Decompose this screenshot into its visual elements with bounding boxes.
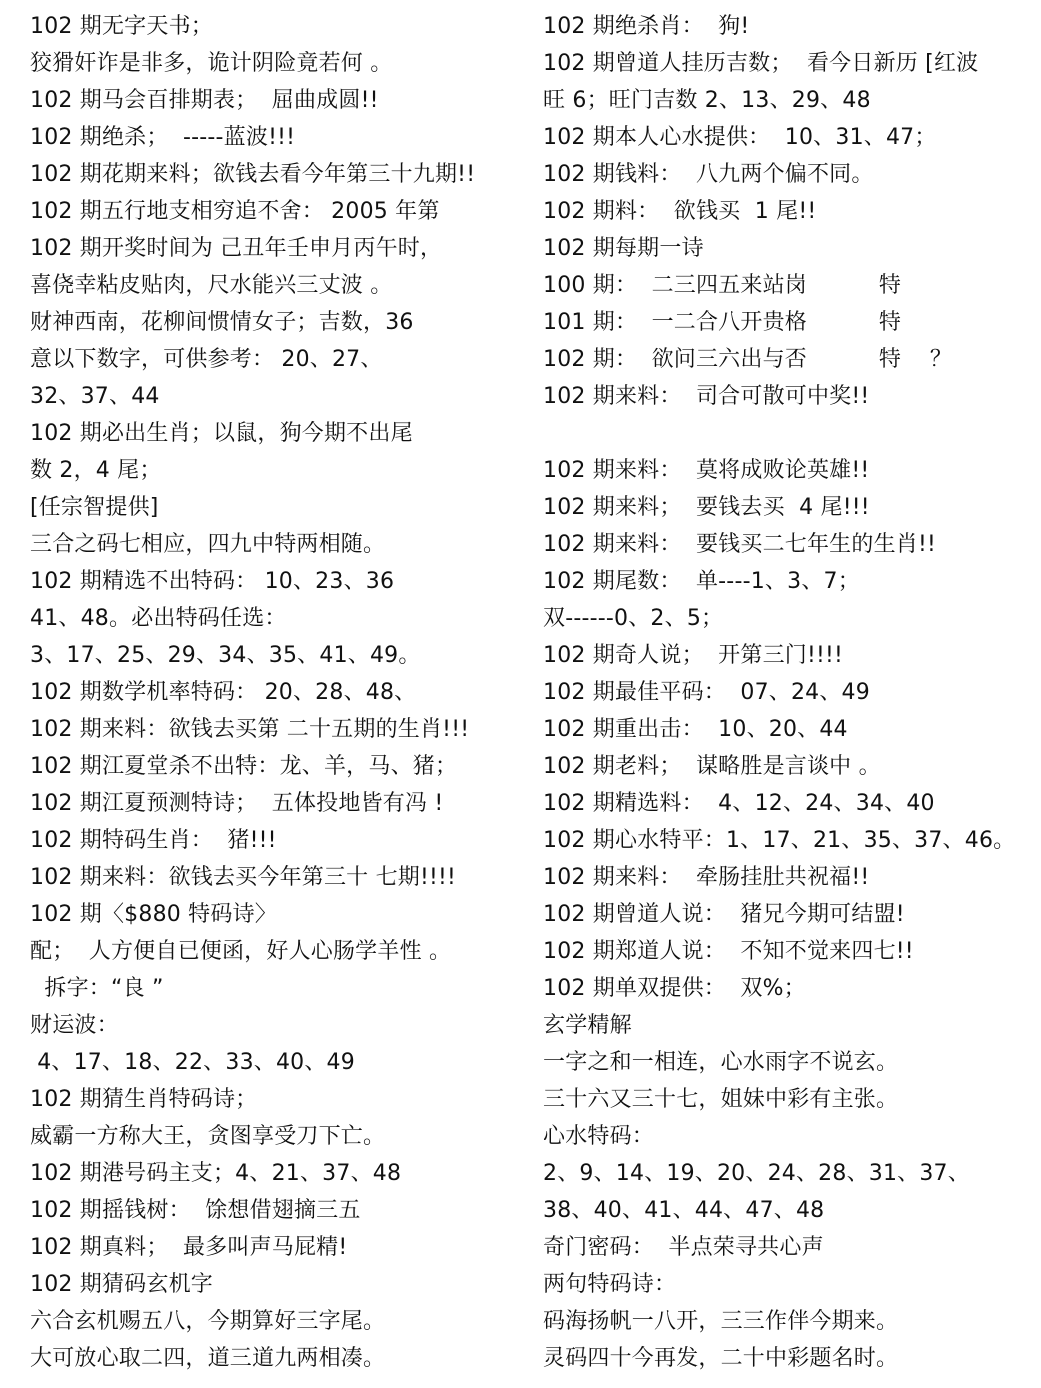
text-line: 102 期摇钱树： 馀想借翅摘三五 (30, 1198, 361, 1223)
text-line: 意以下数字，可供参考： 20、27、 (30, 347, 383, 372)
text-line: 41、48。必出特码任选： (30, 606, 287, 631)
text-line: 狡猾奸诈是非多，诡计阴险竟若何 。 (30, 51, 393, 76)
text-line: 102 期曾道人说： 猪兄今期可结盟! (543, 902, 905, 927)
text-line: 102 期精选不出特码： 10、23、36 (30, 569, 395, 594)
text-line: 102 期精选料： 4、12、24、34、40 (543, 791, 935, 816)
text-line: 102 期郑道人说： 不知不觉来四七!! (543, 939, 914, 964)
text-line: 喜侥幸粘皮贴肉，尺水能兴三丈波 。 (30, 273, 393, 298)
text-line: 4、17、18、22、33、40、49 (30, 1050, 355, 1075)
text-line: 102 期必出生肖；以鼠，狗今期不出尾 (30, 421, 413, 446)
text-line: 两句特码诗： (543, 1272, 677, 1297)
text-line: 102 期： 欲问三六出与否 特 ？ (543, 347, 953, 372)
text-line: 一字之和一相连，心水雨字不说玄。 (543, 1050, 899, 1075)
text-line: 心水特码： (543, 1124, 655, 1149)
text-line: 财神西南，花柳间惯情女子；吉数，36 (30, 310, 414, 335)
text-line: 102 期开奖时间为 己丑年壬申月丙午时， (30, 236, 443, 261)
text-line: 102 期猜生肖特码诗； (30, 1087, 258, 1112)
text-line: 102 期来料： 司合可散可中奖!! (543, 384, 870, 409)
text-line: 102 期来料； 要钱去买 4 尾!!! (543, 495, 870, 520)
text-line: 102 期真料； 最多叫声马屁精! (30, 1235, 348, 1260)
text-line: 灵码四十今再发，二十中彩题名时。 (543, 1346, 899, 1371)
text-line: 32、37、44 (30, 384, 160, 409)
text-line: 旺 6；旺门吉数 2、13、29、48 (543, 88, 871, 113)
text-line: 102 期每期一诗 (543, 236, 704, 261)
text-line: 102 期猜码玄机字 (30, 1272, 213, 1297)
text-line: 大可放心取二四，道三道九两相凑。 (30, 1346, 386, 1371)
text-line: 102 期五行地支相穷追不舍： 2005 年第 (30, 199, 440, 224)
text-line: 102 期来料：欲钱去买第 二十五期的生肖!!! (30, 717, 470, 742)
text-line: 102 期心水特平：1、17、21、35、37、46。 (543, 828, 1016, 853)
text-line: 奇门密码： 半点荣寻共心声 (543, 1235, 824, 1260)
text-line: 102 期数学机率特码： 20、28、48、 (30, 680, 417, 705)
text-line: 配； 人方便自已便函，好人心肠学羊性 。 (30, 939, 452, 964)
text-line: 102 期单双提供： 双%； (543, 976, 806, 1001)
text-line: 威霸一方称大王，贪图享受刀下亡。 (30, 1124, 386, 1149)
text-line: 102 期马会百排期表； 屈曲成圆!! (30, 88, 379, 113)
text-line: 三十六又三十七，姐妹中彩有主张。 (543, 1087, 899, 1112)
text-line: 102 期曾道人挂历吉数； 看今日新历 [红波 (543, 51, 979, 76)
text-line: 102 期江夏预测特诗； 五体投地皆有冯 ! (30, 791, 444, 816)
right-column (543, 8, 1037, 1377)
text-line: 102 期重出击： 10、20、44 (543, 717, 848, 742)
text-line: 102 期料： 欲钱买 1 尾!! (543, 199, 817, 224)
text-line: 102 期本人心水提供： 10、31、47； (543, 125, 937, 150)
text-line: 102 期港号码主支；4、21、37、48 (30, 1161, 402, 1186)
text-line: [任宗智提供] (30, 495, 159, 520)
text-line: 102 期〈$880 特码诗〉 (30, 902, 277, 927)
text-line: 102 期江夏堂杀不出特：龙、羊，马、猪； (30, 754, 458, 779)
left-column (30, 8, 530, 1377)
text-line: 2、9、14、19、20、24、28、31、37、 (543, 1161, 970, 1186)
text-line: 三合之码七相应，四九中特两相随。 (30, 532, 386, 557)
text-line: 102 期尾数： 单----1、3、7； (543, 569, 860, 594)
text-line: 拆字：“良 ” (30, 976, 164, 1001)
text-line: 102 期来料： 莫将成败论英雄!! (543, 458, 870, 483)
text-line: 38、40、41、44、47、48 (543, 1198, 825, 1223)
text-line: 102 期花期来料；欲钱去看今年第三十九期!! (30, 162, 476, 187)
text-line: 玄学精解 (543, 1013, 632, 1038)
text-line: 102 期钱料： 八九两个偏不同。 (543, 162, 874, 187)
text-line: 数 2，4 尾； (30, 458, 162, 483)
text-line: 六合玄机赐五八，今期算好三字尾。 (30, 1309, 386, 1334)
text-line: 财运波： (30, 1013, 119, 1038)
text-line: 双------0、2、5； (543, 606, 724, 631)
text-line: 102 期来料： 牵肠挂肚共祝福!! (543, 865, 870, 890)
blank-line (543, 415, 1037, 452)
text-line: 102 期奇人说； 开第三门!!!! (543, 643, 844, 668)
text-line: 102 期最佳平码： 07、24、49 (543, 680, 870, 705)
text-line: 码海扬帆一八开，三三作伴今期来。 (543, 1309, 899, 1334)
text-line: 102 期来料：欲钱去买今年第三十 七期!!!! (30, 865, 457, 890)
text-line: 102 期绝杀； -----蓝波!!! (30, 125, 296, 150)
text-line: 100 期： 二三四五来站岗 特 (543, 273, 902, 298)
text-line: 102 期绝杀肖： 狗! (543, 14, 750, 39)
text-line: 3、17、25、29、34、35、41、49。 (30, 643, 421, 668)
text-line: 101 期： 一二合八开贵格 特 (543, 310, 902, 335)
text-line: 102 期来料： 要钱买二七年生的生肖!! (543, 532, 937, 557)
text-line: 102 期老料； 谋略胜是言谈中 。 (543, 754, 881, 779)
text-line: 102 期特码生肖： 猪!!! (30, 828, 277, 853)
text-line: 102 期无字天书； (30, 14, 213, 39)
